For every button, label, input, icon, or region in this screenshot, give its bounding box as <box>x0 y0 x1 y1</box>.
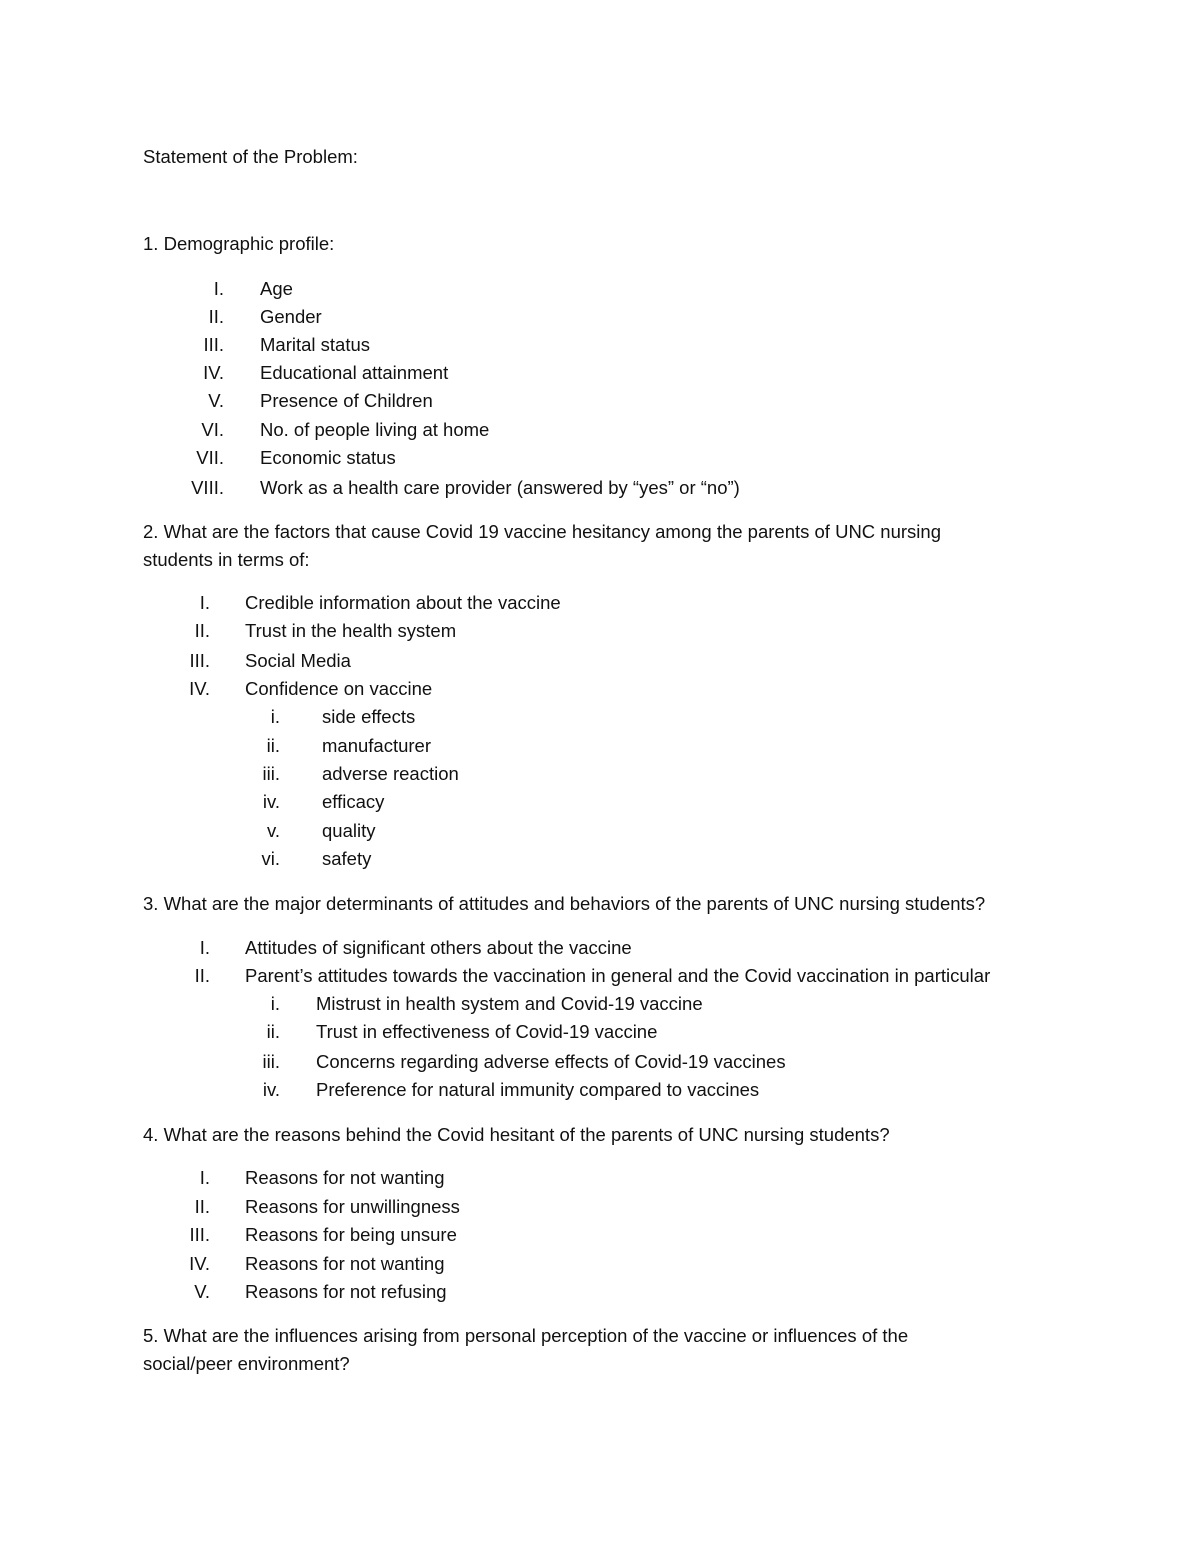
question-1-text: Demographic profile: <box>163 233 335 254</box>
list-item: Confidence on vaccine <box>245 678 433 699</box>
question-2-text-line2: students in terms of: <box>143 549 310 570</box>
question-2-number: 2. <box>143 521 159 542</box>
sublist-item: quality <box>322 820 376 841</box>
list-item: Reasons for not wanting <box>245 1253 445 1274</box>
sublist-numeral: iii. <box>262 1051 280 1072</box>
list-numeral: III. <box>203 334 224 355</box>
list-numeral: VI. <box>201 419 224 440</box>
list-numeral: VII. <box>196 447 224 468</box>
sublist-numeral: i. <box>270 706 280 727</box>
list-numeral: I. <box>213 278 224 299</box>
list-numeral: I. <box>199 592 210 613</box>
sublist-numeral: ii. <box>266 1021 280 1042</box>
list-numeral: I. <box>199 937 210 958</box>
question-4 <box>143 1124 890 1146</box>
list-item: Reasons for not refusing <box>245 1281 447 1302</box>
list-numeral: IV. <box>189 1253 210 1274</box>
list-numeral: II. <box>194 620 210 641</box>
question-3-number: 3. <box>143 893 159 914</box>
sublist-item: Trust in effectiveness of Covid-19 vaccine <box>316 1021 658 1042</box>
list-numeral: IV. <box>189 678 210 699</box>
sublist-numeral: vi. <box>261 848 280 869</box>
question-4-text: What are the reasons behind the Covid hesitant of the parents of UNC nursing students? <box>163 1124 890 1145</box>
list-numeral: II. <box>194 965 210 986</box>
list-item: Gender <box>260 306 322 327</box>
list-item: Age <box>260 278 293 299</box>
list-item: Reasons for not wanting <box>245 1167 445 1188</box>
list-item: Credible information about the vaccine <box>245 592 561 613</box>
list-numeral: I. <box>199 1167 210 1188</box>
page-title: Statement of the Problem: <box>143 146 358 167</box>
question-5-text-line1: What are the influences arising from personal perception of the vaccine or influences of the <box>163 1325 909 1346</box>
list-item: Trust in the health system <box>245 620 457 641</box>
sublist-item: Preference for natural immunity compared to vaccines <box>316 1079 760 1100</box>
sublist-item: adverse reaction <box>322 763 459 784</box>
list-numeral: II. <box>208 306 224 327</box>
sublist-item: Mistrust in health system and Covid-19 vaccine <box>316 993 703 1014</box>
list-item: Economic status <box>260 447 396 468</box>
list-numeral: VIII. <box>191 477 224 498</box>
sublist-item: safety <box>322 848 372 869</box>
list-numeral: III. <box>189 650 210 671</box>
list-item: Marital status <box>260 334 371 355</box>
sublist-item: efficacy <box>322 791 385 812</box>
list-numeral: II. <box>194 1196 210 1217</box>
question-2 <box>143 521 941 543</box>
question-2-text-line1: What are the factors that cause Covid 19 vaccine hesitancy among the parents of UNC nursing <box>163 521 941 542</box>
list-item: Educational attainment <box>260 362 449 383</box>
list-numeral: III. <box>189 1224 210 1245</box>
list-item: Reasons for being unsure <box>245 1224 457 1245</box>
list-item: Reasons for unwillingness <box>245 1196 460 1217</box>
list-numeral: V. <box>194 1281 210 1302</box>
question-3 <box>143 893 985 915</box>
sublist-item: side effects <box>322 706 416 727</box>
list-item: No. of people living at home <box>260 419 490 440</box>
sublist-item: Concerns regarding adverse effects of Covid-19 vaccines <box>316 1051 786 1072</box>
list-item: Presence of Children <box>260 390 433 411</box>
question-4-number: 4. <box>143 1124 159 1145</box>
list-numeral: IV. <box>203 362 224 383</box>
sublist-numeral: iv. <box>262 791 280 812</box>
list-item: Social Media <box>245 650 351 671</box>
sublist-numeral: iii. <box>262 763 280 784</box>
sublist-numeral: v. <box>266 820 280 841</box>
list-numeral: V. <box>208 390 224 411</box>
question-5-number: 5. <box>143 1325 159 1346</box>
question-1-number: 1. <box>143 233 159 254</box>
list-item: Parent’s attitudes towards the vaccination in general and the Covid vaccination in particular <box>245 965 991 986</box>
sublist-item: manufacturer <box>322 735 431 756</box>
sublist-numeral: ii. <box>266 735 280 756</box>
question-3-text: What are the major determinants of attitudes and behaviors of the parents of UNC nursing students? <box>163 893 986 914</box>
question-1 <box>143 233 334 255</box>
list-item: Work as a health care provider (answered by “yes” or “no”) <box>260 477 740 498</box>
question-5 <box>143 1325 908 1347</box>
sublist-numeral: iv. <box>262 1079 280 1100</box>
sublist-numeral: i. <box>270 993 280 1014</box>
question-5-text-line2: social/peer environment? <box>143 1353 350 1374</box>
list-item: Attitudes of significant others about the vaccine <box>245 937 632 958</box>
